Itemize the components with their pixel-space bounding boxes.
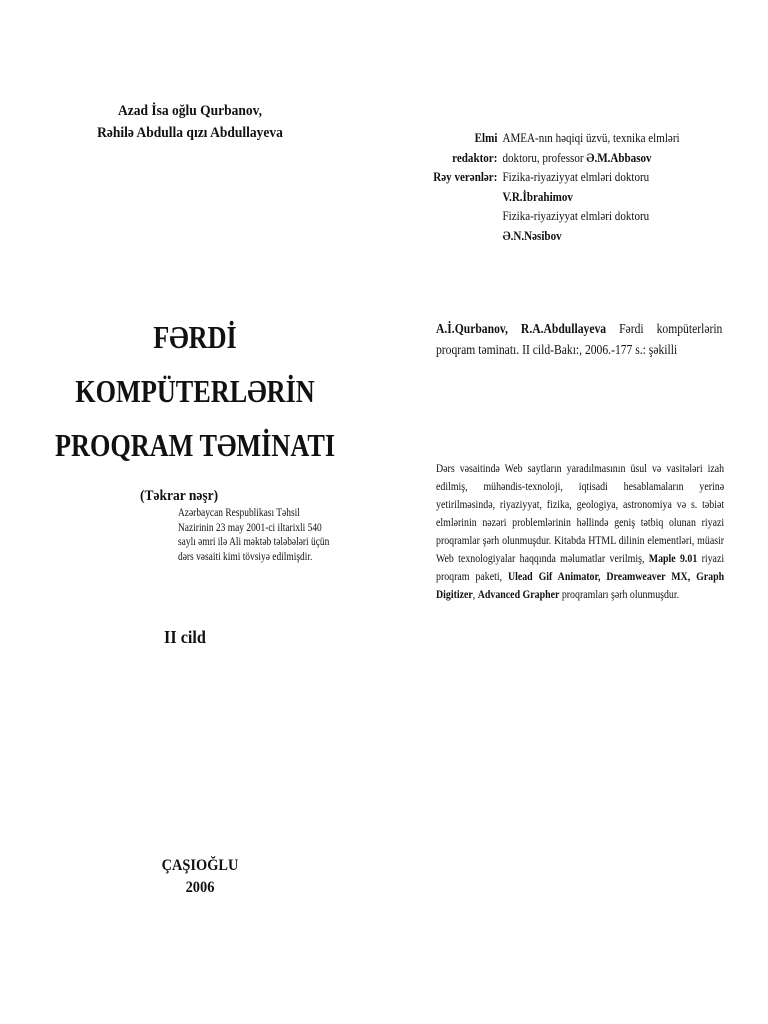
editor-label-cont: redaktor: (452, 149, 498, 165)
abstract-text-3: , (472, 589, 478, 601)
citation-authors: A.İ.Qurbanov, R.A.Abdullayeva (436, 321, 607, 336)
title-line-2: KOMPÜTERLƏRİN (75, 373, 315, 409)
approval-line-1: Azərbaycan Respublikası Təhsil (178, 507, 300, 519)
abstract-maple: Maple 9.01 (648, 553, 698, 565)
volume-label: II cild (164, 627, 206, 647)
abstract-text-4: proqramları şərh olunmuşdur. (559, 589, 680, 601)
editor-affiliation: AMEA-nın həqiqi üzvü, texnika elmləri (502, 130, 680, 145)
editor-row-1 (426, 128, 707, 148)
reviewer-2-name: Ə.N.Nəsibov (502, 227, 562, 243)
publication-year: 2006 (185, 879, 215, 896)
authors-block (55, 100, 325, 144)
abstract-text-2: riyazi proqram paketi, (436, 553, 725, 583)
reviewer-row-4 (426, 226, 707, 246)
editor-degree: doktoru, professor (502, 149, 587, 165)
editor-title (503, 148, 652, 168)
abstract-text-1: Dərs vəsaitində Web saytların yaradılmasının üsul və vasitələri izah edilmiş, mühəndis-texnoloji, iqtisadi hesablamaların yerinə yetirilməsində, riyaziyyat, fizika, geologiya, astronomiya və s. təbiət elmlərinin nəzəri problemlərinin həllində geniş tətbiq olunan riyazi proqramlar şərh olunmuşdur. Kitabda HTML dilinin elementləri, müasir Web texnologiyalar haqqında məlumatlar verilmiş, (436, 463, 725, 565)
citation-text: Fərdi kompüterlərin proqram təminatı. II cild-Bakı:, 2006.-177 s.: şəkilli (436, 321, 723, 357)
publisher-block (137, 855, 263, 899)
reviewer-row-1 (426, 167, 707, 187)
bibliographic-citation (436, 318, 722, 360)
approval-line-3: saylı əmri ilə Ali məktəb tələbələri üçün (178, 536, 330, 548)
reviewer-2-title: Fizika-riyaziyyat elmləri doktoru (502, 208, 650, 223)
approval-line-2: Nazirinin 23 may 2001-ci iltarixli 540 (178, 521, 322, 534)
approval-line-4: dərs vəsaiti kimi tövsiyə edilmişdir. (178, 550, 313, 563)
approval-note (178, 506, 342, 564)
abstract-grapher: Advanced Grapher (477, 589, 560, 601)
publisher-name: ÇAŞIOĞLU (161, 857, 239, 874)
editor-row-2 (426, 148, 707, 168)
reviewer-1-title: Fizika-riyaziyyat elmləri doktoru (502, 169, 650, 184)
reviewer-row-2 (426, 187, 707, 207)
book-abstract (436, 460, 724, 604)
credit-label-spacer (426, 187, 503, 207)
reviewers-label: Rəy verənlər: (433, 169, 498, 184)
reviewer-1-name: V.R.İbrahimov (502, 188, 573, 204)
title-line-3: PROQRAM TƏMİNATI (54, 427, 336, 463)
editor-name: Ə.M.Abbasov (586, 149, 652, 165)
credit-label-spacer (426, 206, 503, 226)
right-page (384, 0, 768, 1024)
credits-block (426, 128, 707, 245)
author-1: Azad İsa oğlu Qurbanov, (117, 103, 263, 119)
credit-label-spacer (426, 226, 503, 246)
book-title (52, 310, 339, 472)
abstract-programs: Ulead Gif Animator, Dreamweaver MX, Graph Digitizer (436, 571, 725, 601)
author-2: Rəhilə Abdulla qızı Abdullayeva (97, 125, 283, 141)
reviewer-row-3 (426, 206, 707, 226)
title-line-1: FƏRDİ (153, 319, 237, 355)
editor-label: Elmi (474, 130, 498, 145)
edition-note: (Təkrar nəşr) (140, 488, 219, 504)
